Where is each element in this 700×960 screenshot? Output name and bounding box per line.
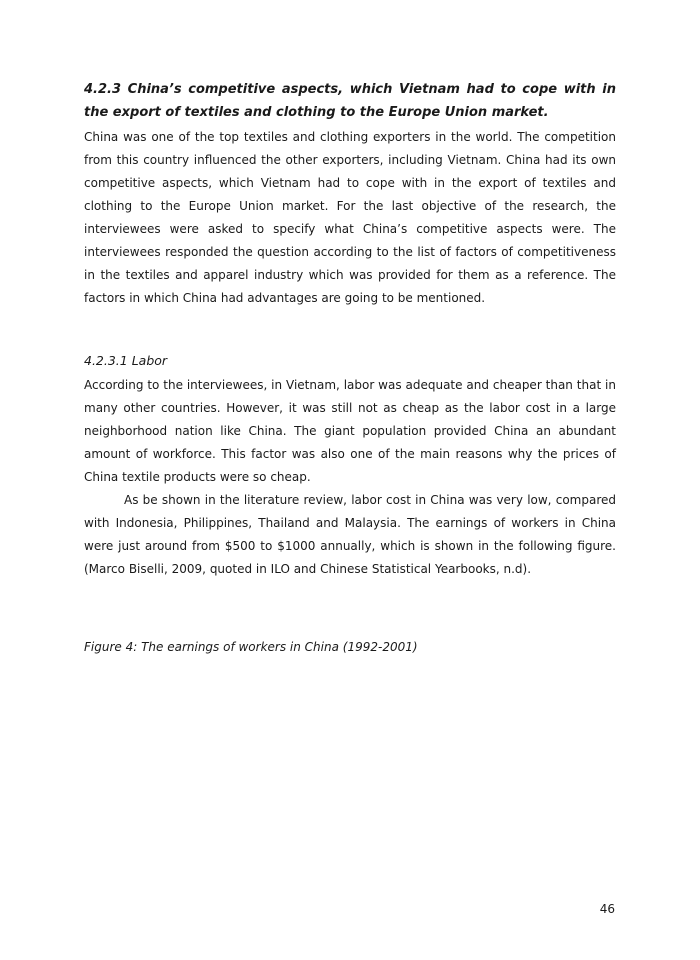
page-body [84,78,616,659]
section-paragraph: China was one of the top textiles and clothing exporters in the world. The competition from this country influenced the other exporters, including Vietnam. China had its own competitive aspects, which Vietnam had to cope with in the export of textiles and clothing to the Europe Union market. For the last objective of the research, the interviewees were asked to specify what China’s competitive aspects were. The interviewees responded the question according to the list of factors of competitiveness in the textiles and apparel industry which was provided for them as a reference. The factors in which China had advantages are going to be mentioned. [84,130,616,305]
subsection-heading: 4.2.3.1 Labor [84,353,168,368]
figure-caption: Figure 4: The earnings of workers in China (1992-2001) [84,640,418,654]
page-number: 46 [599,902,615,916]
labor-paragraph-2: As be shown in the literature review, labor cost in China was very low, compared with Indonesia, Philippines, Thailand and Malaysia. The earnings of workers in China were just around from $500 to $1000 annually, which is shown in the following figure. (Marco Biselli, 2009, quoted in ILO and Chinese Statistical Yearbooks, n.d). [84,493,616,576]
labor-paragraph-1: According to the interviewees, in Vietnam, labor was adequate and cheaper than that in many other countries. However, it was still not as cheap as the labor cost in a large neighborhood nation like China. The giant population provided China an abundant amount of workforce. This factor was also one of the main reasons why the prices of China textile products were so cheap. [84,378,616,484]
section-heading: 4.2.3 China’s competitive aspects, which Vietnam had to cope with in the export of textiles and clothing to the Europe Union market. [84,82,616,120]
